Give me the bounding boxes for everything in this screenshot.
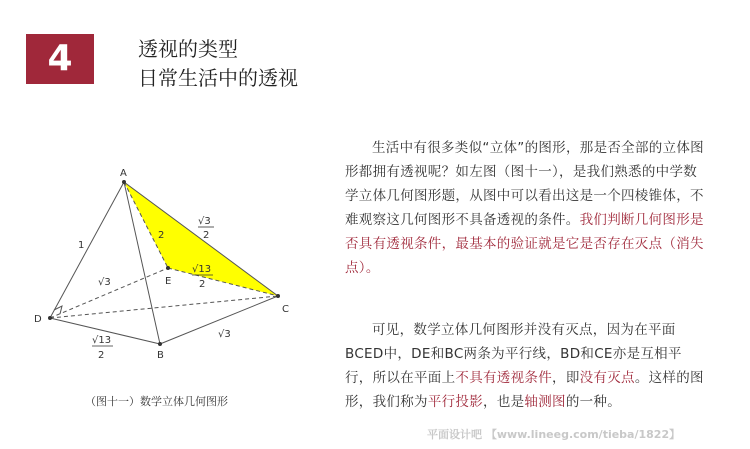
vertex-a-label: A — [120, 168, 127, 179]
paragraph-2-text-1: 可见，数学立体几何图形并没有灭点，因为在平面BCED中，DE和BC两条为平行线，BD和CE亦是互相平行，所以在平面上 — [345, 322, 682, 386]
edge-db-length-num: √13 — [92, 335, 112, 346]
edge-ad-length: 1 — [78, 240, 85, 251]
paragraph-2-text-5: 的一种。 — [565, 394, 622, 410]
vertex-c-label: C — [282, 304, 289, 315]
edge-db-length-den: 2 — [98, 350, 105, 361]
vertex-b-label: B — [157, 350, 164, 361]
page-subtitle: 日常生活中的透视 — [138, 66, 298, 90]
paragraph-2 — [345, 318, 707, 414]
edge-ec-length-den: 2 — [199, 279, 206, 290]
edge-bc-length: √3 — [218, 329, 231, 340]
page-title: 透视的类型 — [138, 37, 238, 61]
edge-ae-length: 2 — [158, 230, 165, 241]
pyramid-figure — [20, 160, 320, 390]
highlight-no-perspective: 不具有透视条件 — [455, 370, 553, 386]
paragraph-1-text: 生活中有很多类似“立体”的图形，那是否全部的立体图形都拥有透视呢？如左图（图十一），是我们熟悉的中学数学立体几何图形题，从图中可以看出这是一个四棱锥体，不难观察这几何图形不具备透视的条件。 — [345, 140, 704, 228]
edge-ac-length-den: 2 — [203, 230, 210, 241]
edge-de — [50, 268, 168, 318]
edge-dc — [50, 296, 278, 318]
highlight-axonometric: 轴测图 — [524, 394, 566, 410]
watermark: 平面设计吧 【www.lineeg.com/tieba/1822】 — [427, 428, 681, 441]
edge-ac-length-num: √3 — [198, 216, 211, 227]
highlight-parallel-projection: 平行投影 — [427, 394, 484, 410]
paragraph-1-highlight: 我们判断几何图形是否具有透视条件，最基本的验证就是它是否存在灭点（消失点）。 — [345, 212, 704, 276]
vertex-d-label: D — [34, 314, 42, 325]
edge-de-length: √3 — [98, 277, 111, 288]
paragraph-2-text-3: 。这样的图形，我们称为 — [345, 370, 704, 410]
right-angle-mark — [54, 306, 62, 314]
vertex-e-label: E — [165, 276, 172, 287]
highlight-no-vanishing-point: 没有灭点 — [579, 370, 635, 386]
edge-ad — [50, 182, 124, 318]
edge-ec-length-num: √13 — [192, 264, 212, 275]
figure-caption: （图十一）数学立体几何图形 — [85, 395, 228, 408]
section-number-badge: 4 — [26, 34, 94, 84]
paragraph-2-text-2: ，即 — [552, 370, 580, 386]
paragraph-1 — [345, 136, 707, 280]
paragraph-2-text-4: ，也是 — [483, 394, 525, 410]
